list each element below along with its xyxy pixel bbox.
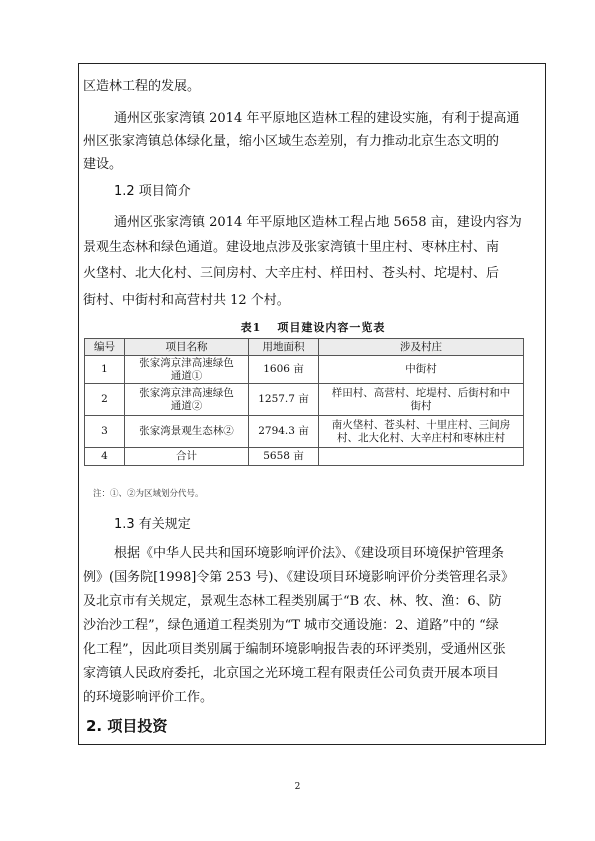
table-caption-title: 项目建设内容一览表 [277, 321, 386, 334]
paragraph-line: 根据《中华人民共和国环境影响评价法》、《建设项目环境保护管理条 [114, 546, 505, 561]
paragraph-line: 景观生态林和绿色通道。建设地点涉及张家湾镇十里庄村、枣林庄村、南 [83, 240, 500, 255]
table-cell-villages: 南火垡村、苍头村、十里庄村、三间房 村、北大化村、大辛庄村和枣林庄村 [319, 416, 524, 448]
paragraph-line: 州区张家湾镇总体绿化量，缩小区域生态差别，有力推动北京生态文明的 [83, 134, 500, 149]
project-content-table [84, 338, 524, 466]
table-caption [83, 319, 543, 335]
table-cell-name: 张家湾景观生态林② [125, 416, 249, 448]
section-heading: 2. 项目投资 [86, 717, 168, 735]
paragraph-line: 通州区张家湾镇 2014 年平原地区造林工程占地 5658 亩，建设内容为 [114, 215, 522, 230]
paragraph-line: 通州区张家湾镇 2014 年平原地区造林工程的建设实施，有利于提高通 [114, 111, 520, 126]
paragraph-line: 街村、中街村和高营村共 12 个村。 [83, 293, 290, 308]
table-row [85, 356, 524, 384]
table-cell-area: 5658 亩 [249, 448, 319, 466]
table-cell-area: 1257.7 亩 [249, 384, 319, 416]
table-row [85, 416, 524, 448]
table-cell-no: 2 [85, 384, 125, 416]
table-header-cell: 涉及村庄 [319, 339, 524, 356]
paragraph-line: 的环境影响评价工作。 [83, 690, 214, 705]
table-cell-name: 张家湾京津高速绿色 通道① [125, 356, 249, 384]
table-note: 注：①、②为区域划分代号。 [93, 489, 204, 499]
table-cell-no: 3 [85, 416, 125, 448]
table-cell-villages: 样田村、高营村、坨堤村、后街村和中 街村 [319, 384, 524, 416]
paragraph-line: 区造林工程的发展。 [83, 79, 201, 94]
paragraph-line: 家湾镇人民政府委托，北京国之光环境工程有限责任公司负责开展本项目 [83, 666, 500, 681]
table-cell-name: 张家湾京津高速绿色 通道② [125, 384, 249, 416]
paragraph-line: 火垡村、北大化村、三间房村、大辛庄村、样田村、苍头村、坨堤村、后 [83, 266, 500, 281]
table-row [85, 384, 524, 416]
paragraph-line: 化工程”，因此项目类别属于编制环境影响报告表的环评类别，受通州区张 [83, 642, 506, 657]
table-cell-villages [319, 448, 524, 466]
page-number: 2 [294, 782, 301, 792]
section-heading: 1.2 项目简介 [114, 184, 191, 199]
table-cell-villages: 中街村 [319, 356, 524, 384]
table-cell-area: 1606 亩 [249, 356, 319, 384]
table-header-cell: 项目名称 [125, 339, 249, 356]
table-cell-name: 合计 [125, 448, 249, 466]
table-header-cell: 编号 [85, 339, 125, 356]
table-cell-no: 1 [85, 356, 125, 384]
table-cell-area: 2794.3 亩 [249, 416, 319, 448]
table-row [85, 448, 524, 466]
paragraph-line: 例》(国务院[1998]令第 253 号)、《建设项目环境影响评价分类管理名录》 [83, 570, 514, 585]
paragraph-line: 沙治沙工程”，绿色通道工程类别为“T 城市交通设施：2、道路”中的 “绿 [83, 618, 499, 633]
table-cell-no: 4 [85, 448, 125, 466]
paragraph-line: 及北京市有关规定，景观生态林工程类别属于“B 农、林、牧、渔：6、防 [83, 594, 502, 609]
section-heading: 1.3 有关规定 [114, 517, 191, 532]
table-caption-number: 表1 [240, 321, 262, 334]
paragraph-line: 建设。 [83, 157, 123, 172]
table-header-cell: 用地面积 [249, 339, 319, 356]
